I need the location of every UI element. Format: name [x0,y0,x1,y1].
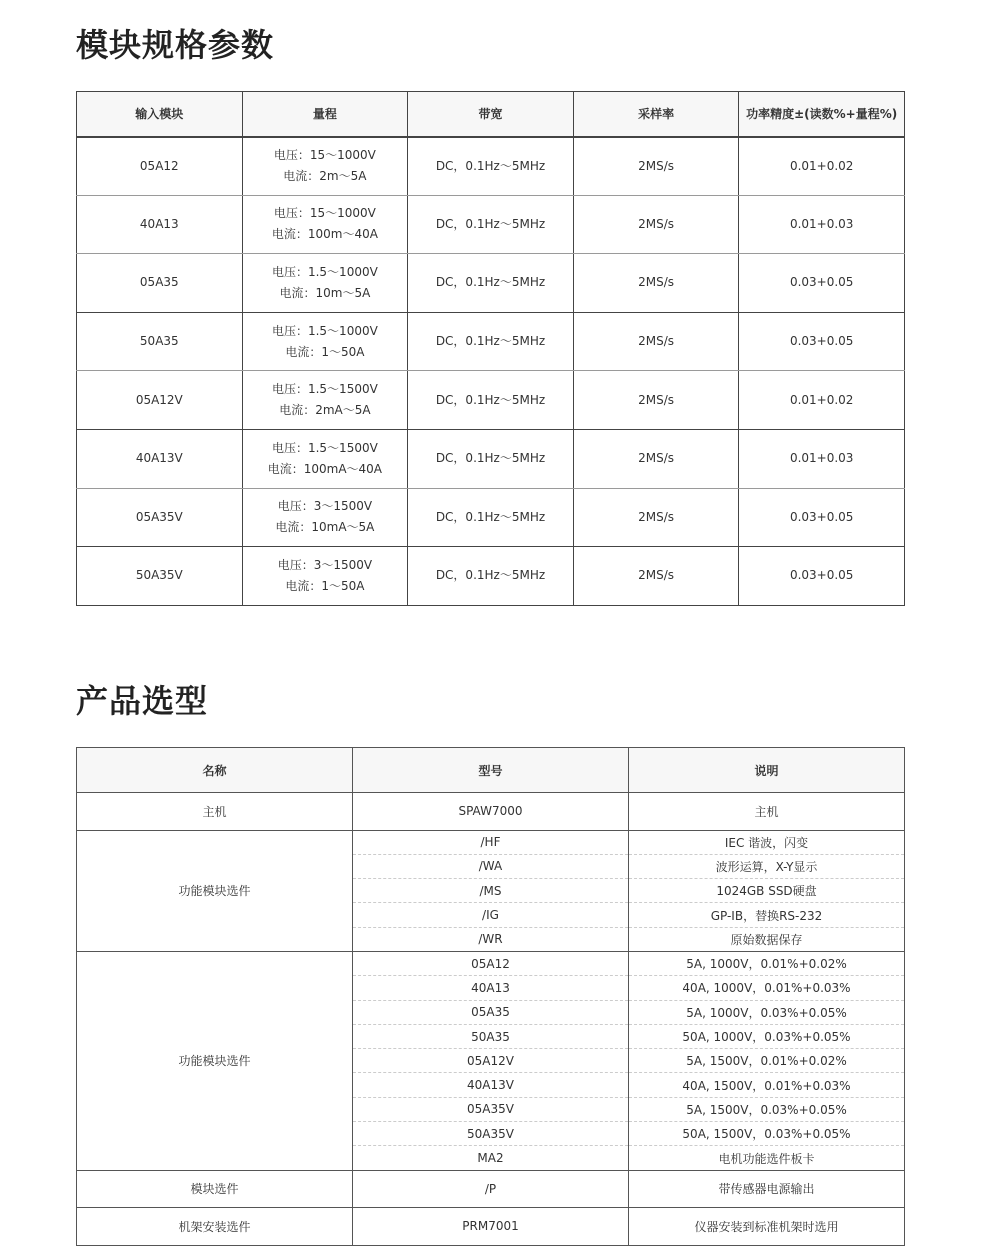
cell-module: 50A35V [77,547,243,606]
cell-bandwidth: DC，0.1Hz～5MHz [408,547,574,606]
header-power-accuracy: 功率精度±(读数%+量程%) [739,92,905,137]
range-voltage: 电压：1.5～1000V [271,264,378,279]
cell-model: MA2 [353,1146,629,1170]
table-row [77,137,905,196]
range-voltage: 电压：1.5～1500V [271,440,378,455]
table-header-row [77,748,905,793]
table-row [77,547,905,606]
header-sample-rate: 采样率 [573,92,739,137]
table-header-row [77,92,905,137]
range-current: 电流：10mA～5A [275,520,375,535]
range-current: 电流：2m～5A [283,169,367,184]
table-row [77,1208,905,1246]
range-current: 电流：100m～40A [271,227,378,242]
cell-accuracy: 0.01+0.02 [739,371,905,430]
module-spec-table [76,91,905,606]
table-row [77,951,905,975]
cell-description: 5A, 1000V，0.03%+0.05% [629,1000,905,1024]
cell-model: SPAW7000 [353,793,629,831]
cell-model: /HF [353,830,629,854]
range-voltage: 电压：1.5～1000V [271,323,378,338]
cell-sample-rate: 2MS/s [573,312,739,371]
range-voltage: 电压：1.5～1500V [271,382,378,397]
cell-sample-rate: 2MS/s [573,254,739,313]
range-current: 电流：100mA～40A [267,461,383,476]
cell-description: 5A, 1500V，0.03%+0.05% [629,1097,905,1121]
table-row [77,429,905,488]
cell-accuracy: 0.03+0.05 [739,312,905,371]
table-row [77,371,905,430]
cell-module: 05A12V [77,371,243,430]
cell-model: 05A12V [353,1049,629,1073]
table-row [77,1170,905,1208]
table-row [77,254,905,313]
cell-name: 机架安装选件 [77,1208,353,1246]
cell-description: 主机 [629,793,905,831]
cell-model: /P [353,1170,629,1208]
cell-description: IEC 谐波，闪变 [629,830,905,854]
cell-description: 50A, 1500V，0.03%+0.05% [629,1122,905,1146]
cell-model: 40A13V [353,1073,629,1097]
table-row [77,793,905,831]
cell-model: /WA [353,854,629,878]
cell-sample-rate: 2MS/s [573,488,739,547]
product-selection-table [76,747,905,1246]
cell-range [242,254,408,313]
cell-sample-rate: 2MS/s [573,547,739,606]
cell-description: 5A, 1000V，0.01%+0.02% [629,951,905,975]
cell-sample-rate: 2MS/s [573,429,739,488]
range-current: 电流：1～50A [285,578,365,593]
cell-bandwidth: DC，0.1Hz～5MHz [408,137,574,196]
cell-module: 05A35V [77,488,243,547]
cell-description: GP-IB，替换RS-232 [629,903,905,927]
cell-accuracy: 0.03+0.05 [739,254,905,313]
cell-range [242,195,408,254]
cell-bandwidth: DC，0.1Hz～5MHz [408,195,574,254]
cell-module: 40A13V [77,429,243,488]
range-voltage: 电压：3～1500V [277,557,373,572]
cell-model: 05A35V [353,1097,629,1121]
cell-range [242,488,408,547]
cell-range [242,429,408,488]
cell-description: 原始数据保存 [629,927,905,951]
cell-range [242,137,408,196]
cell-accuracy: 0.01+0.03 [739,429,905,488]
cell-model: PRM7001 [353,1208,629,1246]
range-voltage: 电压：15～1000V [273,206,376,221]
range-voltage: 电压：15～1000V [273,148,376,163]
cell-description: 电机功能选件板卡 [629,1146,905,1170]
cell-bandwidth: DC，0.1Hz～5MHz [408,312,574,371]
cell-sample-rate: 2MS/s [573,137,739,196]
cell-model: 50A35 [353,1024,629,1048]
cell-bandwidth: DC，0.1Hz～5MHz [408,429,574,488]
table-row [77,488,905,547]
cell-name: 主机 [77,793,353,831]
cell-accuracy: 0.01+0.03 [739,195,905,254]
cell-description: 波形运算，X-Y显示 [629,854,905,878]
cell-name: 功能模块选件 [77,830,353,951]
cell-bandwidth: DC，0.1Hz～5MHz [408,488,574,547]
cell-description: 仪器安装到标准机架时选用 [694,1219,839,1234]
cell-accuracy: 0.03+0.05 [739,488,905,547]
cell-description: 5A, 1500V，0.01%+0.02% [629,1049,905,1073]
table-row [77,312,905,371]
range-current: 电流：2mA～5A [279,403,371,418]
spec-section-title: 模块规格参数 [76,26,275,64]
header-bandwidth: 带宽 [408,92,574,137]
cell-model: 50A35V [353,1122,629,1146]
cell-range [242,371,408,430]
cell-description: 带传感器电源输出 [629,1170,905,1208]
header-description: 说明 [629,748,905,793]
cell-module: 05A12 [77,137,243,196]
cell-model: /WR [353,927,629,951]
cell-sample-rate: 2MS/s [573,371,739,430]
cell-model: 05A12 [353,951,629,975]
cell-module: 50A35 [77,312,243,371]
range-current: 电流：1～50A [285,344,365,359]
header-name: 名称 [77,748,353,793]
cell-model: /MS [353,879,629,903]
cell-name: 模块选件 [77,1170,353,1208]
cell-accuracy: 0.03+0.05 [789,568,854,583]
cell-model: 05A35 [353,1000,629,1024]
header-input-module: 输入模块 [77,92,243,137]
cell-model: /IG [353,903,629,927]
cell-module: 05A35 [77,254,243,313]
table-row [77,830,905,854]
range-current: 电流：10m～5A [279,285,371,300]
cell-bandwidth: DC，0.1Hz～5MHz [408,254,574,313]
cell-accuracy: 0.01+0.02 [739,137,905,196]
cell-description: 40A, 1000V，0.01%+0.03% [629,976,905,1000]
cell-name: 功能模块选件 [77,951,353,1170]
cell-description: 50A, 1000V，0.03%+0.05% [629,1024,905,1048]
cell-range [242,312,408,371]
header-range: 量程 [242,92,408,137]
cell-sample-rate: 2MS/s [573,195,739,254]
cell-range [242,547,408,606]
range-voltage: 电压：3～1500V [277,499,373,514]
cell-description: 40A, 1500V，0.01%+0.03% [629,1073,905,1097]
table-row [77,195,905,254]
cell-module: 40A13 [77,195,243,254]
selection-section-title: 产品选型 [76,682,209,720]
cell-model: 40A13 [353,976,629,1000]
cell-description: 1024GB SSD硬盘 [629,879,905,903]
cell-bandwidth: DC，0.1Hz～5MHz [408,371,574,430]
header-model: 型号 [353,748,629,793]
